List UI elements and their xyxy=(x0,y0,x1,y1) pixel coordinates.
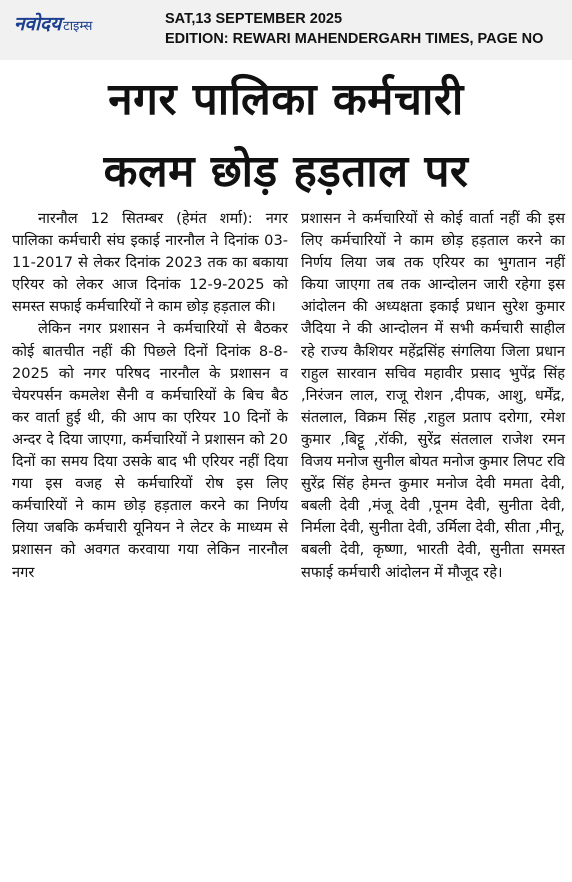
article-paragraph: नारनौल 12 सितम्बर (हेमंत शर्मा): नगर पालिका कर्मचारी संघ इकाई नारनौल ने दिनांक 03-11-2017 से लेकर दिनांक 2023 तक का बकाया एरियर को लेकर आज दिनांक 12-9-2025 को समस्त सफाई कर्मचारियों ने काम छोड़ हड़ताल की। xyxy=(12,210,288,316)
publication-date: SAT,13 SEPTEMBER 2025 xyxy=(165,11,343,27)
headline-line-2: कलम छोड़ हड़ताल पर xyxy=(103,146,469,197)
edition-info xyxy=(165,9,543,49)
newspaper-logo xyxy=(14,10,92,36)
logo-sub-text: टाइम्स xyxy=(63,19,93,34)
article-headline xyxy=(0,64,572,208)
article-paragraph: लेकिन नगर प्रशासन ने कर्मचारियों से बैठकर कोई बातचीत नहीं की पिछले दिनों दिनांक 8-8-2025 को नगर परिषद नारनौल के प्रशासन व चेयरपर्सन कमलेश सैनी व कर्मचारियों के बिच बैठ कर वार्ता हुई थी, की आप का एरियर 10 दिनों के अन्दर दे दिया जाएगा, कर्मचारियों ने प्रशासन को 20 दिनों का समय दिया उसके बाद भी एरियर नहीं दिया गया इस वजह से कर्मचारियों रोष इस लिए कर्मचारियों ने काम छोड़ हड़ताल करने का निर्णय लिया जबकि कर्मचारी यूनियन ने लेटर के माध्यम से प्रशासन को अवगत करवाया गया लेकिन नारनौल नगर xyxy=(12,320,288,581)
page-header xyxy=(0,0,572,60)
article-column-right xyxy=(301,208,565,584)
article-column-left xyxy=(12,208,288,584)
edition-line: EDITION: REWARI MAHENDERGARH TIMES, PAGE NO xyxy=(165,31,544,47)
article-paragraph: प्रशासन ने कर्मचारियों से कोई वार्ता नहीं की इस लिए कर्मचारियों ने काम छोड़ हड़ताल करने का निर्णय लिया जब तक एरियर का भुगतान नहीं किया जाएगा तब तक आन्दोलन जारी रहेगा इस आंदोलन की अध्यक्षता इकाई प्रधान सुरेश कुमार जैदिया ने की आन्दोलन में सभी कर्मचारी साहील रहे राज्य कैशियर महेंद्रसिंह संगलिया जिला प्रधान राहुल सारवान सचिव महावीर प्रसाद भुपेंद्र सिंह ,निरंजन लाल, राजू रोशन ,दीपक, आशु, धर्मेंद्र, संतलाल, विक्रम सिंह ,राहुल प्रताप दरोगा, रमेश कुमार ,बिट्टू ,रॉकी, सुरेंद्र संतलाल राजेश रमन विजय मनोज सुनील बोयत मनोज कुमार लिपट रवि सुरेंद्र सिंह हेमन्त कुमार मनोज देवी ममता देवी, बबली देवी ,मंजू देवी ,पूनम देवी, सुनीता देवी, निर्मला देवी, सुनीता देवी, उर्मिला देवी, सीता ,मीनू, बबली देवी, कृष्णा, भारती देवी, सुनीता समस्त सफाई कर्मचारी आंदोलन में मौजूद रहे। xyxy=(301,210,565,581)
logo-main-text: नवोदय xyxy=(14,13,62,35)
headline-line-1: नगर पालिका कर्मचारी xyxy=(108,74,464,125)
